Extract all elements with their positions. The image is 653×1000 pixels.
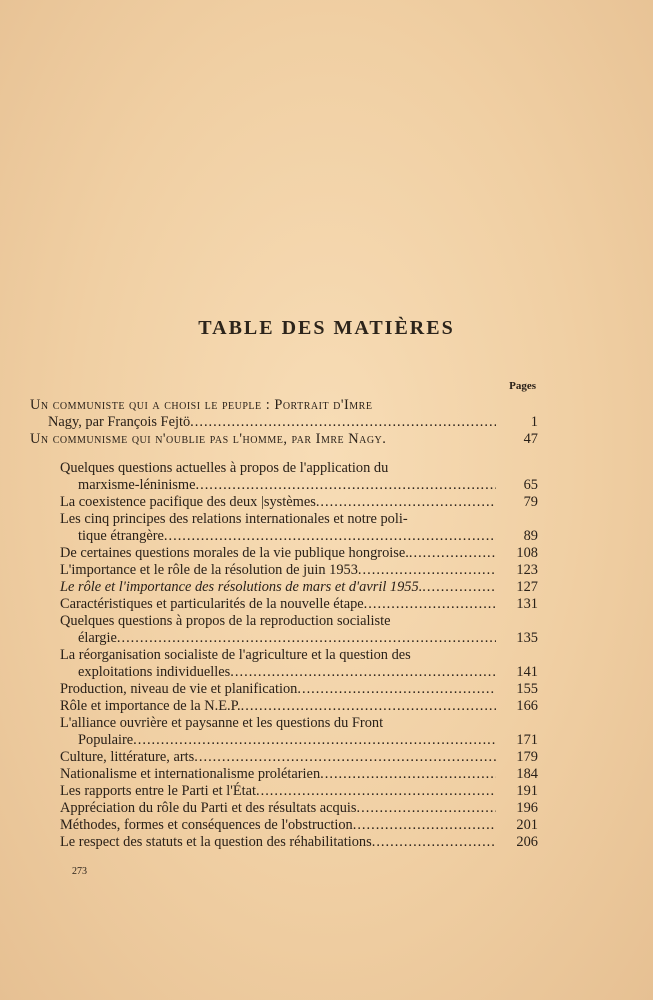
toc-entry-text: Nationalisme et internationalisme prolétarien bbox=[60, 766, 321, 782]
toc-page-number: 47 bbox=[523, 431, 538, 447]
toc-entry-text: Le rôle et l'importance des résolutions de mars et d'avril 1955. bbox=[60, 579, 423, 595]
toc-page-number: 184 bbox=[516, 766, 538, 782]
toc-entry-text: La coexistence pacifique des deux |systèmes bbox=[60, 494, 316, 510]
spacer bbox=[30, 448, 538, 460]
toc-entry-leader-line bbox=[60, 800, 538, 817]
leader-dots bbox=[297, 681, 496, 698]
leader-dots bbox=[353, 817, 496, 834]
toc-sub-entries bbox=[30, 460, 538, 851]
leader-dots bbox=[372, 834, 496, 851]
toc-entry-leader-line bbox=[60, 528, 538, 545]
toc-page-number: 65 bbox=[523, 477, 538, 493]
toc-page-number: 196 bbox=[516, 800, 538, 816]
toc-entry-leader-line bbox=[60, 477, 538, 494]
toc-page-number: 155 bbox=[516, 681, 538, 697]
toc-sub-entry bbox=[60, 511, 538, 545]
toc-entry-leader-line bbox=[60, 749, 538, 766]
toc-page-number: 141 bbox=[516, 664, 538, 680]
toc-entry-leader-line bbox=[60, 664, 538, 681]
toc-entry-leader-line bbox=[60, 596, 538, 613]
pages-column-header: Pages bbox=[509, 380, 536, 392]
toc-entry-text: marxisme-léninisme bbox=[78, 477, 196, 493]
table-of-contents bbox=[30, 378, 538, 851]
toc-entry-leader-line bbox=[60, 783, 538, 800]
toc-entry-text: L'importance et le rôle de la résolution de juin 1953 bbox=[60, 562, 358, 578]
toc-entry-leader-line bbox=[60, 732, 538, 749]
toc-sub-entry bbox=[60, 545, 538, 562]
toc-entry-leader-line bbox=[30, 414, 538, 431]
leader-dots bbox=[117, 630, 496, 647]
toc-entry-leader-line bbox=[60, 545, 538, 562]
page-folio: 273 bbox=[72, 866, 87, 877]
toc-page-number: 201 bbox=[516, 817, 538, 833]
toc-entry-text: Les rapports entre le Parti et l'État bbox=[60, 783, 256, 799]
leader-dots bbox=[320, 766, 496, 783]
toc-main-entry bbox=[30, 431, 538, 448]
leader-dots bbox=[190, 414, 496, 431]
toc-page-number: 127 bbox=[516, 579, 538, 595]
toc-sub-entry bbox=[60, 783, 538, 800]
toc-sub-entry bbox=[60, 715, 538, 749]
toc-page-number: 123 bbox=[516, 562, 538, 578]
toc-page-number: 89 bbox=[523, 528, 538, 544]
toc-main-entry bbox=[30, 397, 538, 431]
toc-sub-entry bbox=[60, 834, 538, 851]
toc-sub-entry bbox=[60, 817, 538, 834]
toc-sub-entry bbox=[60, 460, 538, 494]
toc-entry-leader-line bbox=[60, 766, 538, 783]
leader-dots bbox=[364, 596, 496, 613]
leader-dots bbox=[358, 562, 496, 579]
toc-entry-leader-line bbox=[60, 494, 538, 511]
leader-dots bbox=[422, 579, 496, 596]
toc-entry-text: Les cinq principes des relations internationales et notre poli- bbox=[60, 511, 408, 527]
toc-entry-text: La réorganisation socialiste de l'agriculture et la question des bbox=[60, 647, 411, 663]
leader-dots bbox=[194, 749, 496, 766]
toc-entry-text: Culture, littérature, arts bbox=[60, 749, 195, 765]
toc-page-number: 171 bbox=[516, 732, 538, 748]
leader-dots bbox=[256, 783, 496, 800]
leader-dots bbox=[164, 528, 496, 545]
toc-entry-text: Production, niveau de vie et planification bbox=[60, 681, 298, 697]
toc-entry-leader-line bbox=[60, 562, 538, 579]
toc-entry-leader-line bbox=[60, 681, 538, 698]
toc-entry-text: Caractéristiques et particularités de la nouvelle étape bbox=[60, 596, 364, 612]
toc-entry-leader-line bbox=[60, 579, 538, 596]
toc-sub-entry bbox=[60, 647, 538, 681]
toc-entry-leader-line bbox=[60, 698, 538, 715]
toc-sub-entry bbox=[60, 494, 538, 511]
toc-sub-entry bbox=[60, 613, 538, 647]
toc-entry-text: Quelques questions à propos de la reproduction socialiste bbox=[60, 613, 391, 629]
toc-entry-text: exploitations individuelles bbox=[78, 664, 231, 680]
toc-entry-text: Méthodes, formes et conséquences de l'obstruction bbox=[60, 817, 353, 833]
toc-sub-entry bbox=[60, 766, 538, 783]
toc-entry-text: Nagy, par François Fejtö bbox=[48, 414, 191, 430]
toc-page-number: 191 bbox=[516, 783, 538, 799]
leader-dots bbox=[196, 477, 497, 494]
leader-dots bbox=[133, 732, 496, 749]
leader-dots bbox=[409, 545, 496, 562]
toc-entry-text: Quelques questions actuelles à propos de l'application du bbox=[60, 460, 389, 476]
toc-sub-entry bbox=[60, 800, 538, 817]
leader-dots bbox=[230, 664, 496, 681]
leader-dots bbox=[316, 494, 496, 511]
toc-sub-entry bbox=[60, 562, 538, 579]
toc-page-number: 135 bbox=[516, 630, 538, 646]
toc-page-number: 108 bbox=[516, 545, 538, 561]
toc-page-number: 206 bbox=[516, 834, 538, 850]
toc-entry-text: Le respect des statuts et la question des réhabilitations bbox=[60, 834, 372, 850]
toc-entry-text: Un communisme qui n'oublie pas l'homme, par Imre Nagy. bbox=[30, 431, 387, 447]
toc-sub-entry bbox=[60, 749, 538, 766]
toc-page-number: 179 bbox=[516, 749, 538, 765]
toc-page-number: 79 bbox=[523, 494, 538, 510]
toc-entry-text: Appréciation du rôle du Parti et des résultats acquis bbox=[60, 800, 357, 816]
toc-entry-text: tique étrangère bbox=[78, 528, 164, 544]
page-title: TABLE DES MATIÈRES bbox=[198, 317, 455, 339]
toc-sub-entry bbox=[60, 681, 538, 698]
toc-entry-text: Un communiste qui a choisi le peuple : Portrait d'Imre bbox=[30, 397, 373, 413]
toc-entry-text: De certaines questions morales de la vie publique hongroise. bbox=[60, 545, 409, 561]
toc-page-number: 1 bbox=[530, 414, 538, 430]
toc-page-number: 131 bbox=[516, 596, 538, 612]
toc-sub-entry bbox=[60, 596, 538, 613]
toc-entry-text: Populaire bbox=[78, 732, 134, 748]
toc-sub-entry bbox=[60, 579, 538, 596]
toc-entry-text: L'alliance ouvrière et paysanne et les questions du Front bbox=[60, 715, 384, 731]
toc-entry-text: élargie bbox=[78, 630, 117, 646]
toc-entry-leader-line bbox=[60, 817, 538, 834]
toc-entry-leader-line bbox=[60, 630, 538, 647]
toc-entry-text: Rôle et importance de la N.E.P. bbox=[60, 698, 241, 714]
leader-dots bbox=[241, 698, 496, 715]
toc-sub-entry bbox=[60, 698, 538, 715]
leader-dots bbox=[357, 800, 496, 817]
toc-entry-leader-line bbox=[60, 834, 538, 851]
toc-page-number: 166 bbox=[516, 698, 538, 714]
